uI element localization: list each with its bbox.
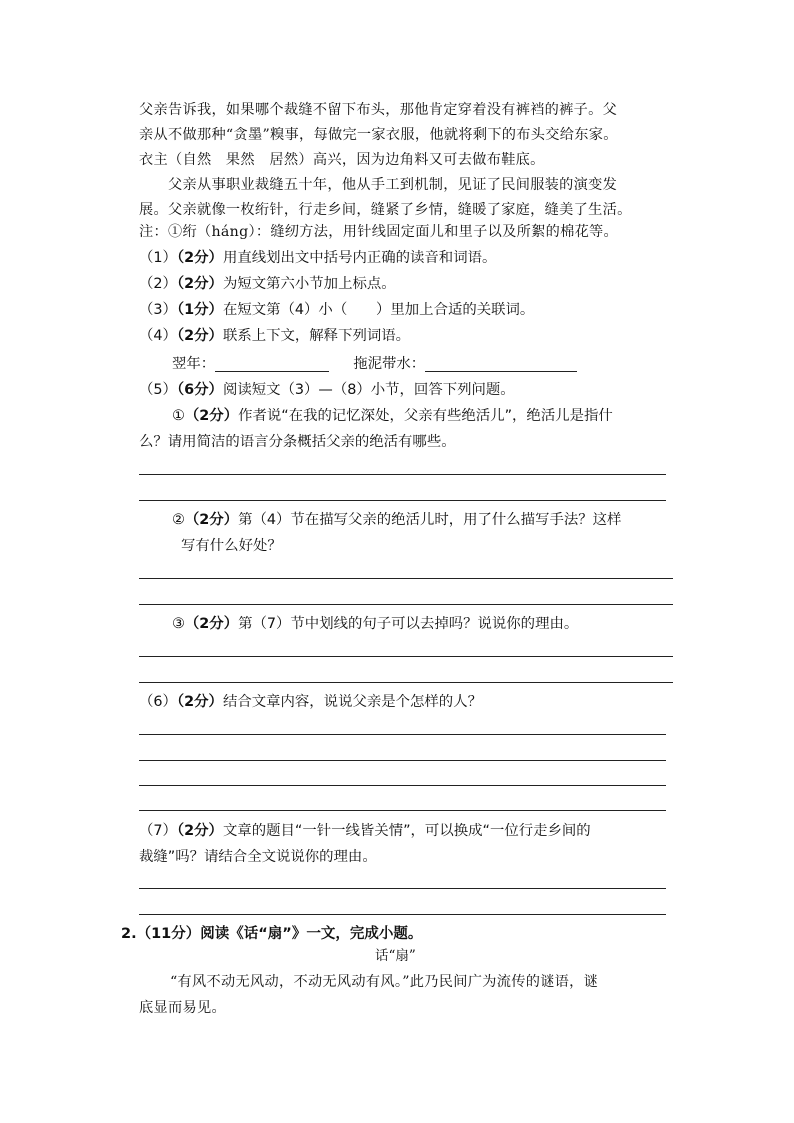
article-line-2: 底显而易见。 <box>139 1000 226 1016</box>
question-5-sub-3 <box>172 614 578 634</box>
question-5-score: （6分） <box>176 382 223 398</box>
passage-line-3: 衣主（自然 果然 居然）高兴，因为边角料又可去做布鞋底。 <box>139 152 545 168</box>
answer-line[interactable] <box>139 656 673 657</box>
question-5 <box>139 380 515 400</box>
question-7 <box>139 821 591 841</box>
question-4-number: （4） <box>139 328 177 344</box>
answer-line[interactable] <box>139 785 666 786</box>
question-5-number: （5） <box>139 382 177 398</box>
answer-line[interactable] <box>139 888 666 889</box>
sub-2-line-1: 第（4）节在描写父亲的绝活儿时，用了什么描写手法？这样 <box>238 512 622 528</box>
sub-1-line-1: 作者说“在我的记忆深处，父亲有些绝活儿”，绝活儿是指什 <box>238 408 613 424</box>
answer-line[interactable] <box>139 500 666 501</box>
sub-2-line-2: 写有什么好处？ <box>181 538 282 554</box>
sub-2-score: （2分） <box>184 512 239 528</box>
question-6-number: （6） <box>139 694 177 710</box>
term-tuoni-label: 拖泥带水： <box>353 356 426 372</box>
question-2-text: 为短文第六小节加上标点。 <box>222 276 396 292</box>
term-yinian-label: 翌年： <box>172 356 216 372</box>
term-tuoni-blank[interactable] <box>425 355 577 372</box>
question-3-text: 在短文第（4）小（ ）里加上合适的关联词。 <box>222 302 535 318</box>
section-2-heading: 2.（11分）阅读《话“扇”》一文，完成小题。 <box>121 926 423 942</box>
question-6-text: 结合文章内容，说说父亲是个怎样的人？ <box>222 694 482 710</box>
answer-line[interactable] <box>139 682 673 683</box>
sub-1-score: （2分） <box>184 408 239 424</box>
answer-line[interactable] <box>139 578 673 579</box>
answer-line[interactable] <box>139 474 666 475</box>
question-4 <box>139 326 410 346</box>
question-1-text: 用直线划出文中括号内正确的读音和词语。 <box>222 250 497 266</box>
article-line-1: “有风不动无风动，不动无风动有风。”此乃民间广为流传的谜语，谜 <box>170 974 599 990</box>
question-6-score: （2分） <box>176 694 223 710</box>
question-3 <box>139 300 534 320</box>
question-5-sub-1 <box>172 406 613 426</box>
passage-line-5: 展。父亲就像一枚绗针，行走乡间，缝紧了乡情，缝暖了家庭，缝美了生活。 <box>139 202 632 218</box>
question-2 <box>139 274 396 294</box>
sub-3-line-1: 第（7）节中划线的句子可以去掉吗？说说你的理由。 <box>238 616 579 632</box>
answer-line[interactable] <box>139 810 666 811</box>
passage-line-4: 父亲从事职业裁缝五十年，他从手工到机制，见证了民间服装的演变发 <box>168 177 618 193</box>
passage-line-2: 亲从不做那种“贪墨”糗事，每做完一家衣服，他就将剩下的布头交给东家。 <box>139 127 618 143</box>
question-7-line-2: 裁缝”吗？请结合全文说说你的理由。 <box>139 849 377 865</box>
answer-line[interactable] <box>139 734 666 735</box>
sub-1-mark: ① <box>172 408 185 424</box>
answer-line[interactable] <box>139 604 673 605</box>
question-2-score: （2分） <box>176 276 223 292</box>
question-5-text: 阅读短文（3）—（8）小节，回答下列问题。 <box>222 382 515 398</box>
question-7-score: （2分） <box>176 823 223 839</box>
question-4-score: （2分） <box>176 328 223 344</box>
question-2-number: （2） <box>139 276 177 292</box>
article-title: 话“扇” <box>375 948 416 964</box>
question-1-score: （2分） <box>176 250 223 266</box>
question-1 <box>139 248 496 268</box>
sub-2-mark: ② <box>172 512 185 528</box>
answer-line[interactable] <box>139 914 666 915</box>
question-4-terms <box>172 354 577 374</box>
answer-line[interactable] <box>139 760 666 761</box>
sub-1-line-2: 么？请用简洁的语言分条概括父亲的绝活有哪些。 <box>139 434 456 450</box>
question-1-number: （1） <box>139 250 177 266</box>
question-3-number: （3） <box>139 302 177 318</box>
sub-3-mark: ③ <box>172 616 185 632</box>
passage-line-1: 父亲告诉我，如果哪个裁缝不留下布头，那他肯定穿着没有裤裆的裤子。父 <box>139 102 618 118</box>
question-3-score: （1分） <box>176 302 223 318</box>
question-7-line-1: 文章的题目“一针一线皆关情”，可以换成“一位行走乡间的 <box>222 823 591 839</box>
question-4-text: 联系上下文，解释下列词语。 <box>222 328 411 344</box>
question-5-sub-2 <box>172 510 621 530</box>
term-yinian-blank[interactable] <box>215 355 329 372</box>
passage-note: 注：①绗（háng）：缝纫方法，用针线固定面儿和里子以及所絮的棉花等。 <box>139 224 619 240</box>
question-6 <box>139 692 482 712</box>
sub-3-score: （2分） <box>184 616 239 632</box>
question-7-number: （7） <box>139 823 177 839</box>
